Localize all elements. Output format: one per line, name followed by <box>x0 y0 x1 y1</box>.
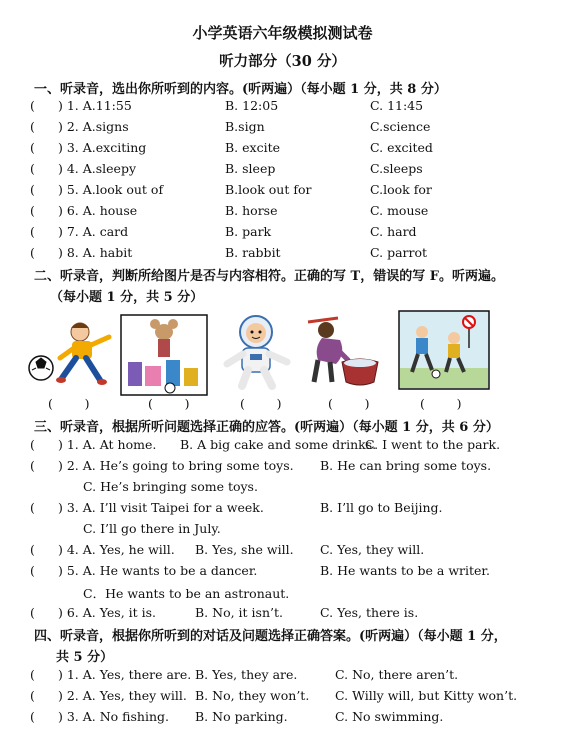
option-c: C. I went to the park. <box>365 437 501 452</box>
option-c: C. mouse <box>370 203 429 218</box>
option-a: ) 2. A.signs <box>58 119 129 134</box>
s3-row-2 <box>30 458 550 478</box>
picture-astronaut <box>212 312 298 390</box>
option-b: B. Yes, they are. <box>195 667 298 682</box>
s1-row-5 <box>30 182 550 202</box>
answer-paren: ( <box>30 500 35 515</box>
option-b: B. horse <box>225 203 278 218</box>
answer-paren: ( <box>30 458 35 473</box>
option-b: B. No, it isn’t. <box>195 605 283 620</box>
s4-row-2 <box>30 688 550 708</box>
section1-heading: 一、听录音，选出你所听到的内容。(听两遍）（每小题 1 分，共 8 分） <box>34 82 447 97</box>
s1-row-6 <box>30 203 550 223</box>
option-c: C. Yes, there is. <box>320 605 419 620</box>
section4-heading-2: 共 5 分） <box>56 650 114 665</box>
answer-paren: ( <box>30 437 35 452</box>
option-a: ) 7. A. card <box>58 224 129 239</box>
s4-row-3 <box>30 709 550 729</box>
option-b: B. 12:05 <box>225 98 279 113</box>
s1-row-2 <box>30 119 550 139</box>
answer-paren: ( <box>30 688 35 703</box>
answer-paren: ( <box>30 161 35 176</box>
answer-paren: ( <box>30 182 35 197</box>
answer-paren: ( <box>30 245 35 260</box>
option-a: ) 4. A.sleepy <box>58 161 137 176</box>
option-c: C.science <box>370 119 431 134</box>
option-b: B.sign <box>225 119 265 134</box>
picture-mouse-with-toys <box>120 314 208 396</box>
option-b: B. sleep <box>225 161 276 176</box>
s1-row-7 <box>30 224 550 244</box>
picture-3-answer: ( ) <box>240 396 282 411</box>
s3-row-5 <box>30 563 550 583</box>
section3-heading: 三、听录音，根据所听问题选择正确的应答。(听两遍）（每小题 1 分，共 6 分） <box>34 420 499 435</box>
answer-paren: ( <box>30 203 35 218</box>
option-b: B.look out for <box>225 182 312 197</box>
section4-heading: 四、听录音，根据你所听到的对话及问题选择正确答案。(听两遍）（每小题 1 分， <box>34 629 507 644</box>
option-c: C. excited <box>370 140 433 155</box>
page-subtitle: 听力部分（30 分） <box>219 53 346 70</box>
page-title: 小学英语六年级模拟测试卷 <box>192 24 373 42</box>
s3-row-2-option-c: C. He’s bringing some toys. <box>83 479 258 494</box>
option-a: ) 3. A. No fishing. <box>58 709 169 724</box>
option-a: ) 3. A.exciting <box>58 140 147 155</box>
option-a: ) 2. A. Yes, they will. <box>58 688 187 703</box>
option-c: C.sleeps <box>370 161 423 176</box>
picture-4-answer: ( ) <box>328 396 370 411</box>
s1-row-8 <box>30 245 550 265</box>
option-b: B. rabbit <box>225 245 281 260</box>
s1-row-3 <box>30 140 550 160</box>
option-b: B. A big cake and some drinks. <box>180 437 377 452</box>
option-b: B. No parking. <box>195 709 288 724</box>
s4-row-1 <box>30 667 550 687</box>
option-a: ) 1. A. At home. <box>58 437 157 452</box>
section2-heading-2: （每小题 1 分，共 5 分） <box>50 290 204 305</box>
option-c: C. Yes, they will. <box>320 542 425 557</box>
picture-1-answer: ( ) <box>48 396 90 411</box>
option-b: B. No, they won’t. <box>195 688 310 703</box>
option-c: C. Willy will, but Kitty won’t. <box>335 688 518 703</box>
picture-5-answer: ( ) <box>420 396 462 411</box>
answer-paren: ( <box>30 542 35 557</box>
option-a: ) 4. A. Yes, he will. <box>58 542 175 557</box>
answer-paren: ( <box>30 140 35 155</box>
answer-paren: ( <box>30 119 35 134</box>
picture-boy-kicking-ball <box>28 318 120 390</box>
picture-2-answer: ( ) <box>148 396 190 411</box>
option-c: C. No swimming. <box>335 709 444 724</box>
s3-row-3-option-c: C. I’ll go there in July. <box>83 521 221 536</box>
option-b: B. excite <box>225 140 280 155</box>
option-b: B. He can bring some toys. <box>320 458 492 473</box>
option-a: ) 3. A. I’ll visit Taipei for a week. <box>58 500 264 515</box>
answer-paren: ( <box>30 605 35 620</box>
s3-row-5-option-c: C．He wants to be an astronaut. <box>83 586 290 601</box>
answer-paren: ( <box>30 563 35 578</box>
option-c: C. 11:45 <box>370 98 424 113</box>
option-a: ) 6. A. house <box>58 203 138 218</box>
s3-row-1 <box>30 437 550 457</box>
option-c: C. hard <box>370 224 417 239</box>
picture-no-football-sign <box>398 310 490 390</box>
option-b: B. Yes, she will. <box>195 542 294 557</box>
option-c: C. parrot <box>370 245 428 260</box>
option-a: ) 1. A. Yes, there are. <box>58 667 192 682</box>
option-c: C. No, there aren’t. <box>335 667 459 682</box>
option-a: ) 5. A.look out of <box>58 182 164 197</box>
answer-paren: ( <box>30 224 35 239</box>
picture-person-washing <box>302 316 380 390</box>
option-a: ) 8. A. habit <box>58 245 133 260</box>
option-a: ) 5. A. He wants to be a dancer. <box>58 563 258 578</box>
option-a: ) 1. A.11:55 <box>58 98 132 113</box>
option-b: B. park <box>225 224 272 239</box>
s3-row-6 <box>30 605 550 625</box>
answer-paren: ( <box>30 709 35 724</box>
answer-paren: ( <box>30 667 35 682</box>
option-b: B. I’ll go to Beijing. <box>320 500 443 515</box>
option-a: ) 2. A. He’s going to bring some toys. <box>58 458 294 473</box>
s3-row-3 <box>30 500 550 520</box>
option-c: C.look for <box>370 182 432 197</box>
s3-row-4 <box>30 542 550 562</box>
section2-heading: 二、听录音，判断所给图片是否与内容相符。正确的写 T，错误的写 F。听两遍。 <box>34 269 504 284</box>
s1-row-1 <box>30 98 550 118</box>
option-a: ) 6. A. Yes, it is. <box>58 605 157 620</box>
s1-row-4 <box>30 161 550 181</box>
option-b: B. He wants to be a writer. <box>320 563 491 578</box>
answer-paren: ( <box>30 98 35 113</box>
